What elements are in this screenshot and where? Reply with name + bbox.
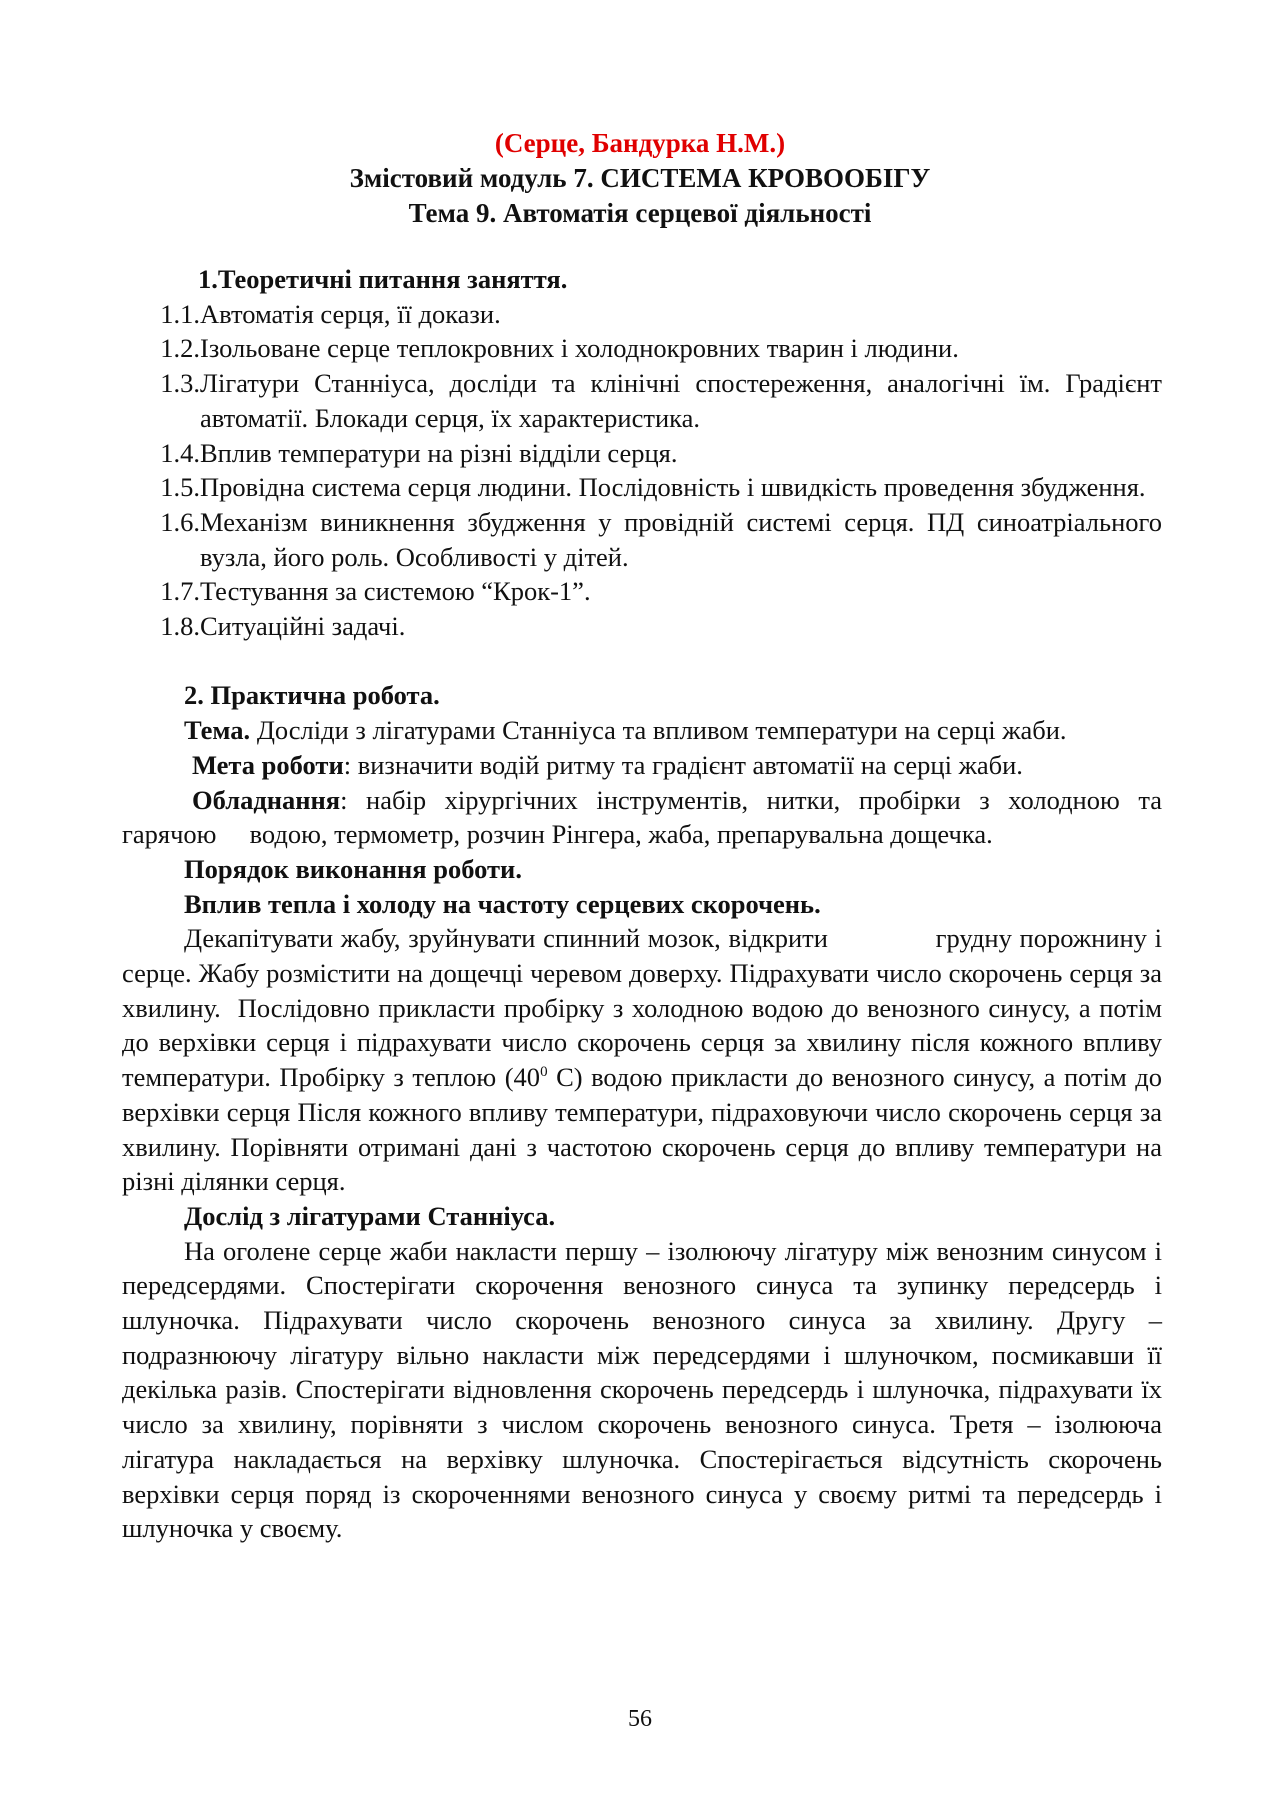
procedure-heading: Порядок виконання роботи. — [184, 853, 522, 884]
stannius-heading: Дослід з лігатурами Станніуса. — [184, 1200, 556, 1231]
list-item — [122, 366, 1162, 435]
stannius-paragraph: На оголене серце жаби накласти першу – ізолюючу лігатуру між венозним синусом і передсердями. Спостерігати скорочення венозного синуса та зупинку передсердь і шлуночка. Підрахувати число скорочень венозного синуса за хвилину. Другу – подразнюючу лігатуру вільно накласти між передсердями і шлуночком, посмикавши її декілька разів. Спостерігати відновлення скорочень передсердь і шлуночка, підрахувати їх число за хвилину, порівняти з числом скорочень венозного синуса. Третя – ізолююча лігатура накладається на верхівку шлуночка. Спостерігається відсутність скорочень верхівки серця поряд із скороченнями венозного синуса у своєму ритмі та передсердь і шлуночка у своєму. — [122, 1235, 1162, 1544]
module-title: Змістовий модуль 7. СИСТЕМА КРОВООБІГУ — [349, 163, 931, 193]
topic-title: Тема 9. Автоматія серцевої діяльності — [408, 198, 872, 228]
practical-equipment — [122, 783, 1169, 852]
list-item — [122, 470, 1162, 505]
heat-text-part-1: Декапітувати жабу, зруйнувати спинний мозок, відкрити грудну порожнину і серце. Жабу розмістити на дощечці черевом доверху. Підрахувати число скорочень серця за хвилину. Послідовно прикласти пробірку з холодною водою до венозного синусу, а потім до верхівки серця і підрахувати число скорочень серця за хвилину після кожного впливу температури. Пробірку з теплою (40 — [122, 923, 1169, 1093]
list-item-number: 1.5. — [160, 472, 200, 503]
heat-text-part-2: С) водою прикласти до венозного синусу, а потім до верхівки серця Після кожного впливу температури, підраховуючи число скорочень серця за хвилину. Порівняти отримані дані з частотою скорочень серця до впливу температури на різні ділянки серця. — [122, 1062, 1169, 1197]
equipment-label: Обладнання — [192, 784, 341, 815]
heat-cold-heading: Вплив тепла і холоду на частоту серцевих скорочень. — [184, 888, 821, 919]
page-number: 56 — [628, 1706, 652, 1732]
list-item-text: Ізольоване серце теплокровних і холоднокровних тварин і людини. — [200, 333, 959, 364]
theory-question-list — [122, 297, 1162, 644]
list-item-number: 1.2. — [160, 333, 200, 364]
list-item-number: 1.1. — [160, 298, 200, 329]
practical-heading: 2. Практична робота. — [184, 680, 440, 711]
list-item-text: Вплив температури на різні відділи серця. — [200, 437, 678, 468]
list-item-number: 1.6. — [160, 506, 200, 537]
author-line: (Серце, Бандурка Н.М.) — [494, 128, 786, 158]
equipment-text: : набір хірургічних інструментів, нитки, пробірки з холодною та гарячою водою, термометр, розчин Рінгера, жаба, препарувальна дощечка. — [122, 784, 1169, 850]
list-item — [122, 331, 1162, 366]
heat-cold-paragraph — [122, 921, 1169, 1199]
list-item-text: Тестування за системою “Крок-1”. — [200, 576, 591, 607]
theory-heading: 1.Теоретичні питання заняття. — [198, 264, 568, 294]
list-item — [122, 436, 1162, 471]
degree-superscript: 0 — [540, 1064, 548, 1081]
spacer — [122, 644, 1162, 679]
list-item — [122, 574, 1162, 609]
list-item — [122, 505, 1162, 574]
list-item-text: Автоматія серця, її докази. — [200, 298, 501, 329]
list-item-text: Провідна система серця людини. Послідовність і швидкість проведення збудження. — [200, 472, 1146, 503]
theme-label: Тема. — [184, 715, 251, 746]
list-item-number: 1.4. — [160, 437, 200, 468]
main-content — [122, 262, 1169, 1546]
practical-goal — [122, 748, 1162, 783]
practical-theme — [122, 713, 1162, 748]
list-item — [122, 297, 1162, 332]
theme-text: Досліди з лігатурами Станніуса та впливом температури на серці жаби. — [250, 715, 1067, 746]
list-item-text: Ситуаційні задачі. — [200, 611, 406, 642]
list-item-text: Лігатури Станніуса, досліди та клінічні спостереження, аналогічні їм. Градієнт автоматії. Блокади серця, їх характеристика. — [200, 368, 1162, 433]
goal-label: Мета роботи — [192, 749, 344, 780]
list-item-text: Механізм виникнення збудження у провідній системі серця. ПД синоатріального вузла, його роль. Особливості у дітей. — [200, 506, 1162, 572]
list-item-number: 1.8. — [160, 611, 200, 642]
goal-text: : визначити водій ритму та градієнт автоматії на серці жаби. — [343, 749, 1023, 780]
list-item-number: 1.3. — [160, 368, 200, 399]
list-item-number: 1.7. — [160, 576, 200, 607]
list-item — [122, 609, 1162, 644]
